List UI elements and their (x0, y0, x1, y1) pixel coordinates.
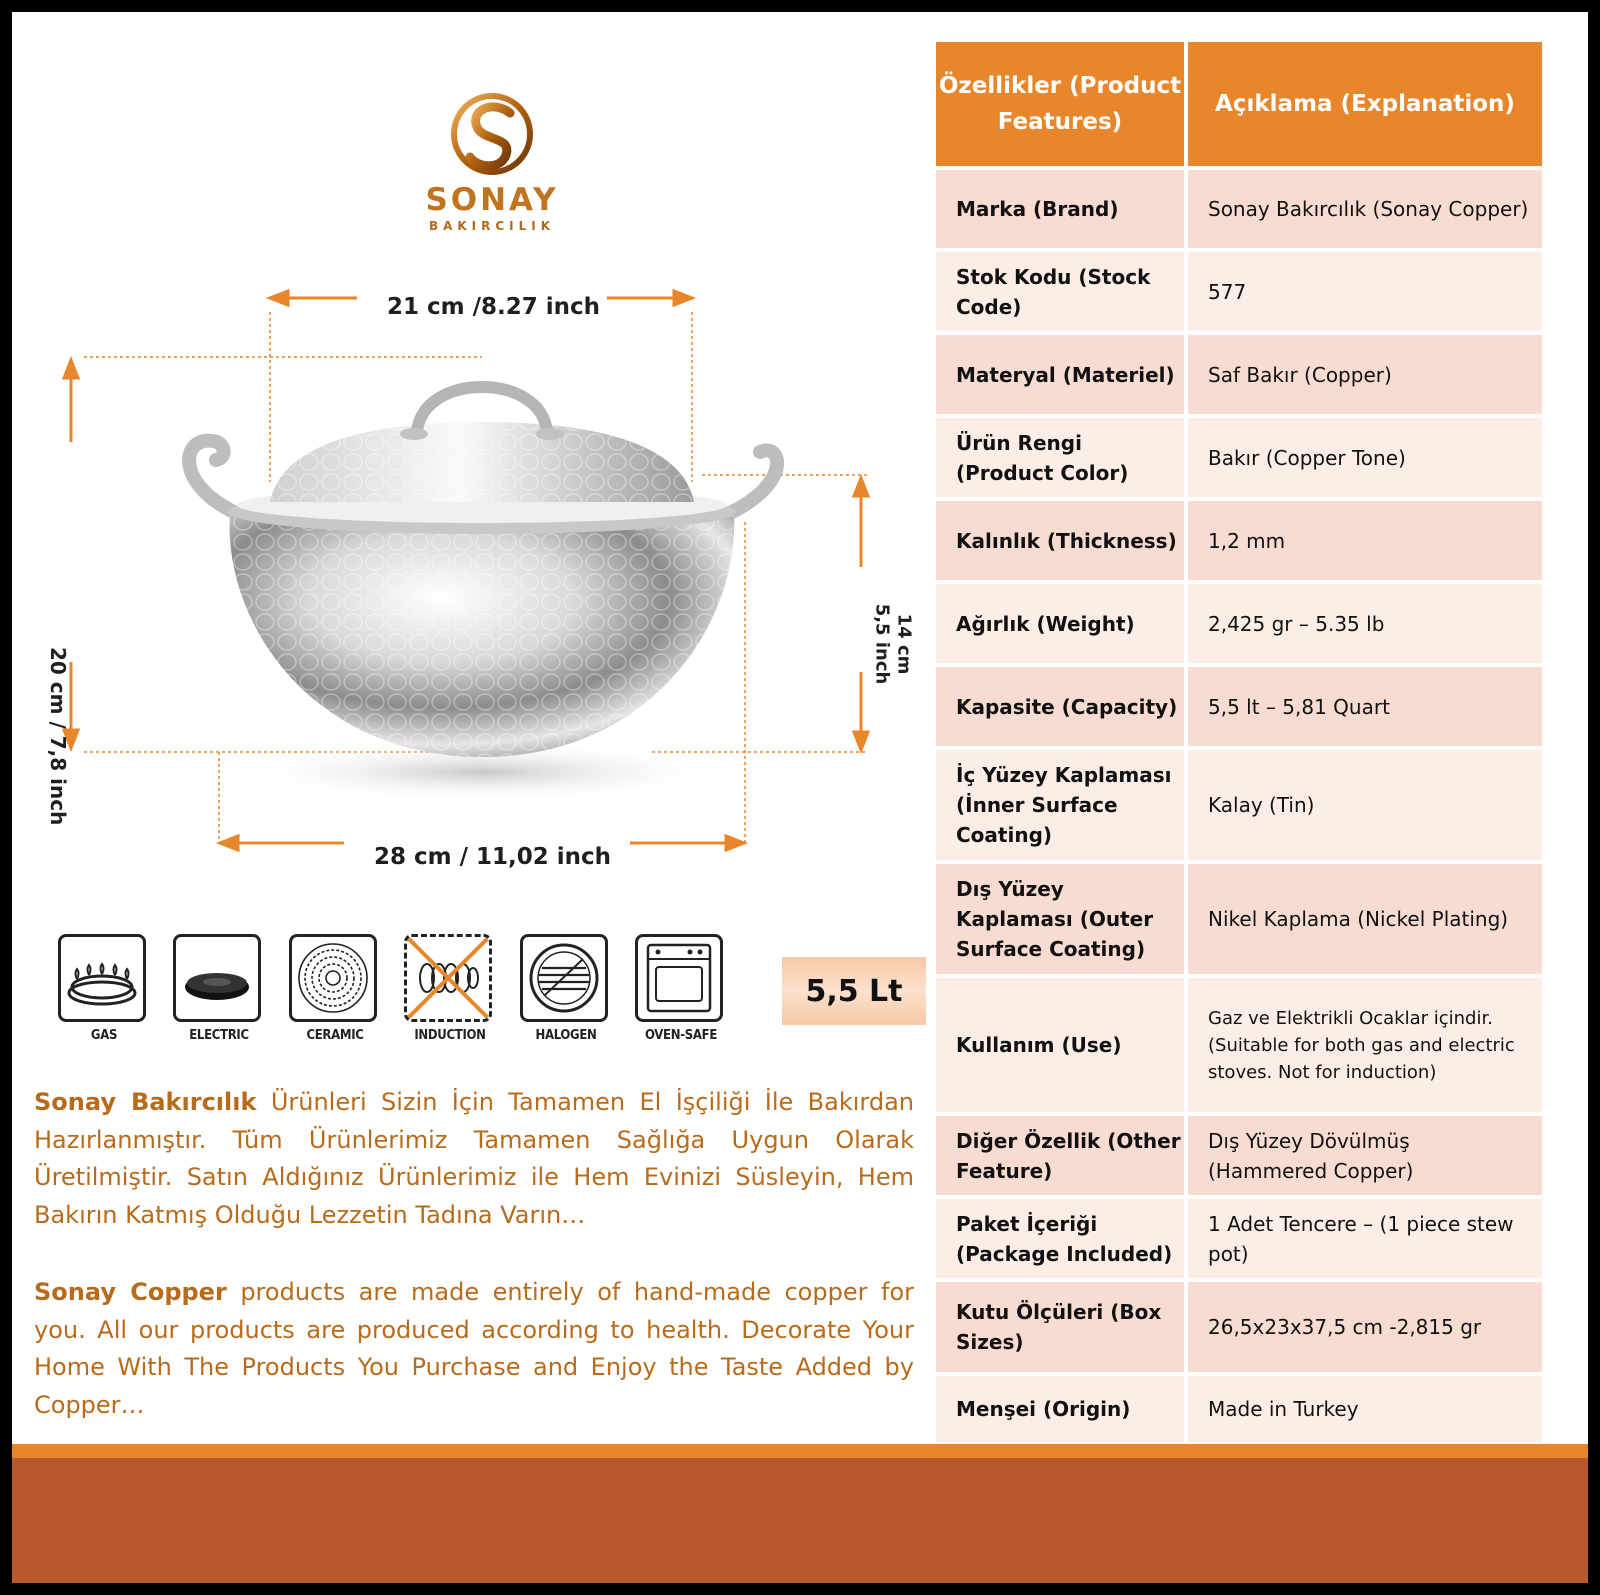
table-row (936, 335, 1542, 414)
table-row (936, 252, 1542, 331)
spec-key: Menşei (Origin) (936, 1376, 1188, 1442)
spec-table (936, 38, 1542, 1446)
stove-label: CERAMIC (306, 1028, 364, 1043)
product-sheet (12, 12, 1588, 1583)
dimension-bottom-label: 28 cm / 11,02 inch (374, 844, 612, 870)
electric-plate-icon (176, 937, 258, 1019)
dimension-left-label: 20 cm / 7,8 inch (46, 647, 70, 826)
table-row (936, 170, 1542, 248)
table-row (936, 1116, 1542, 1195)
spec-value: Bakır (Copper Tone) (1188, 418, 1542, 497)
description-english (34, 1274, 914, 1424)
table-row (936, 750, 1542, 860)
ceramic-hob-icon (292, 937, 374, 1019)
halogen-hob-icon (523, 937, 605, 1019)
stove-label: GAS (90, 1028, 118, 1043)
spec-value: 1,2 mm (1188, 501, 1542, 580)
spec-value: Gaz ve Elektrikli Ocaklar içindir. (Suitable for both gas and electric stoves. Not for induction) (1188, 978, 1542, 1112)
stove-label: OVEN-SAFE (644, 1028, 718, 1043)
pot-illustration (12, 12, 932, 892)
spec-key: Kullanım (Use) (936, 978, 1188, 1112)
spec-value: 1 Adet Tencere – (1 piece stew pot) (1188, 1199, 1542, 1278)
description-tr-text: Ürünleri Sizin İçin Tamamen El İşçiliği İle Bakırdan Hazırlanmıştır. Tüm Ürünlerimiz Tamamen Sağlığa Uygun Olarak Üretilmiştir. Satın Aldığınız Ürünlerimiz ile Hem Evinizi Süsleyin, Hem Bakırın Katmış Olduğu Lezzetin Tadına Varın… (34, 1088, 914, 1229)
stove-gas (58, 934, 150, 1054)
logo-sub-text: BAKIRCILIK (428, 219, 556, 233)
header-explanation: Açıklama (Explanation) (1188, 42, 1542, 166)
spec-value: Dış Yüzey Dövülmüş (Hammered Copper) (1188, 1116, 1542, 1195)
stove-oven (635, 934, 727, 1054)
spec-key: Paket İçeriği (Package Included) (936, 1199, 1188, 1278)
dimension-right-cm: 14 cm (893, 613, 915, 675)
spec-value: 2,425 gr – 5.35 lb (1188, 584, 1542, 663)
table-row (936, 667, 1542, 746)
spec-value: Nikel Kaplama (Nickel Plating) (1188, 864, 1542, 974)
spec-key: Kalınlık (Thickness) (936, 501, 1188, 580)
spec-key: Stok Kodu (Stock Code) (936, 252, 1188, 331)
spec-value: 26,5x23x37,5 cm -2,815 gr (1188, 1282, 1542, 1372)
spec-key: Ağırlık (Weight) (936, 584, 1188, 663)
dimension-right-inch: 5,5 inch (871, 603, 893, 685)
description-en-brand: Sonay Copper (34, 1278, 227, 1306)
stove-ceramic (289, 934, 381, 1054)
table-row (936, 584, 1542, 663)
logo-brand-text: SONAY (425, 182, 559, 218)
spec-key: Ürün Rengi (Product Color) (936, 418, 1188, 497)
table-row (936, 418, 1542, 497)
description-en-text: products are made entirely of hand-made copper for you. All our products are produced according to health. Decorate Your Home With The Products You Purchase and Enjoy the Taste Added by Copper… (34, 1278, 915, 1419)
spec-value: Sonay Bakırcılık (Sonay Copper) (1188, 170, 1542, 248)
spec-key: Diğer Özellik (Other Feature) (936, 1116, 1188, 1195)
stove-label: INDUCTION (414, 1028, 486, 1043)
spec-value: Made in Turkey (1188, 1376, 1542, 1442)
induction-crossed-icon (407, 937, 489, 1019)
dimension-top-label: 21 cm /8.27 inch (387, 294, 601, 320)
description-turkish (34, 1084, 914, 1234)
table-row (936, 501, 1542, 580)
spec-value: 5,5 lt – 5,81 Quart (1188, 667, 1542, 746)
capacity-badge (782, 957, 926, 1025)
table-row (936, 1376, 1542, 1442)
table-row (936, 978, 1542, 1112)
spec-key: Marka (Brand) (936, 170, 1188, 248)
oven-icon (638, 937, 720, 1019)
capacity-text: 5,5 Lt (805, 973, 903, 1009)
description-tr-brand: Sonay Bakırcılık (34, 1088, 257, 1116)
table-row (936, 1199, 1542, 1278)
spec-table-header (936, 42, 1542, 166)
spec-key: Kutu Ölçüleri (Box Sizes) (936, 1282, 1188, 1372)
gas-burner-icon (61, 937, 143, 1019)
spec-value: 577 (1188, 252, 1542, 331)
spec-key: Materyal (Materiel) (936, 335, 1188, 414)
dimension-right-label (870, 604, 914, 685)
spec-key: Dış Yüzey Kaplaması (Outer Surface Coating) (936, 864, 1188, 974)
stove-halogen (520, 934, 612, 1054)
stove-label: ELECTRIC (189, 1028, 249, 1043)
stove-label: HALOGEN (535, 1028, 597, 1043)
table-row (936, 864, 1542, 974)
spec-value: Kalay (Tin) (1188, 750, 1542, 860)
table-row (936, 1282, 1542, 1372)
header-features: Özellikler (Product Features) (936, 42, 1188, 166)
spec-key: Kapasite (Capacity) (936, 667, 1188, 746)
spec-key: İç Yüzey Kaplaması (İnner Surface Coating) (936, 750, 1188, 860)
footer-band (12, 1458, 1588, 1583)
stove-electric (173, 934, 265, 1054)
footer-accent-line (12, 1444, 1588, 1458)
spec-value: Saf Bakır (Copper) (1188, 335, 1542, 414)
stove-induction (404, 934, 496, 1054)
